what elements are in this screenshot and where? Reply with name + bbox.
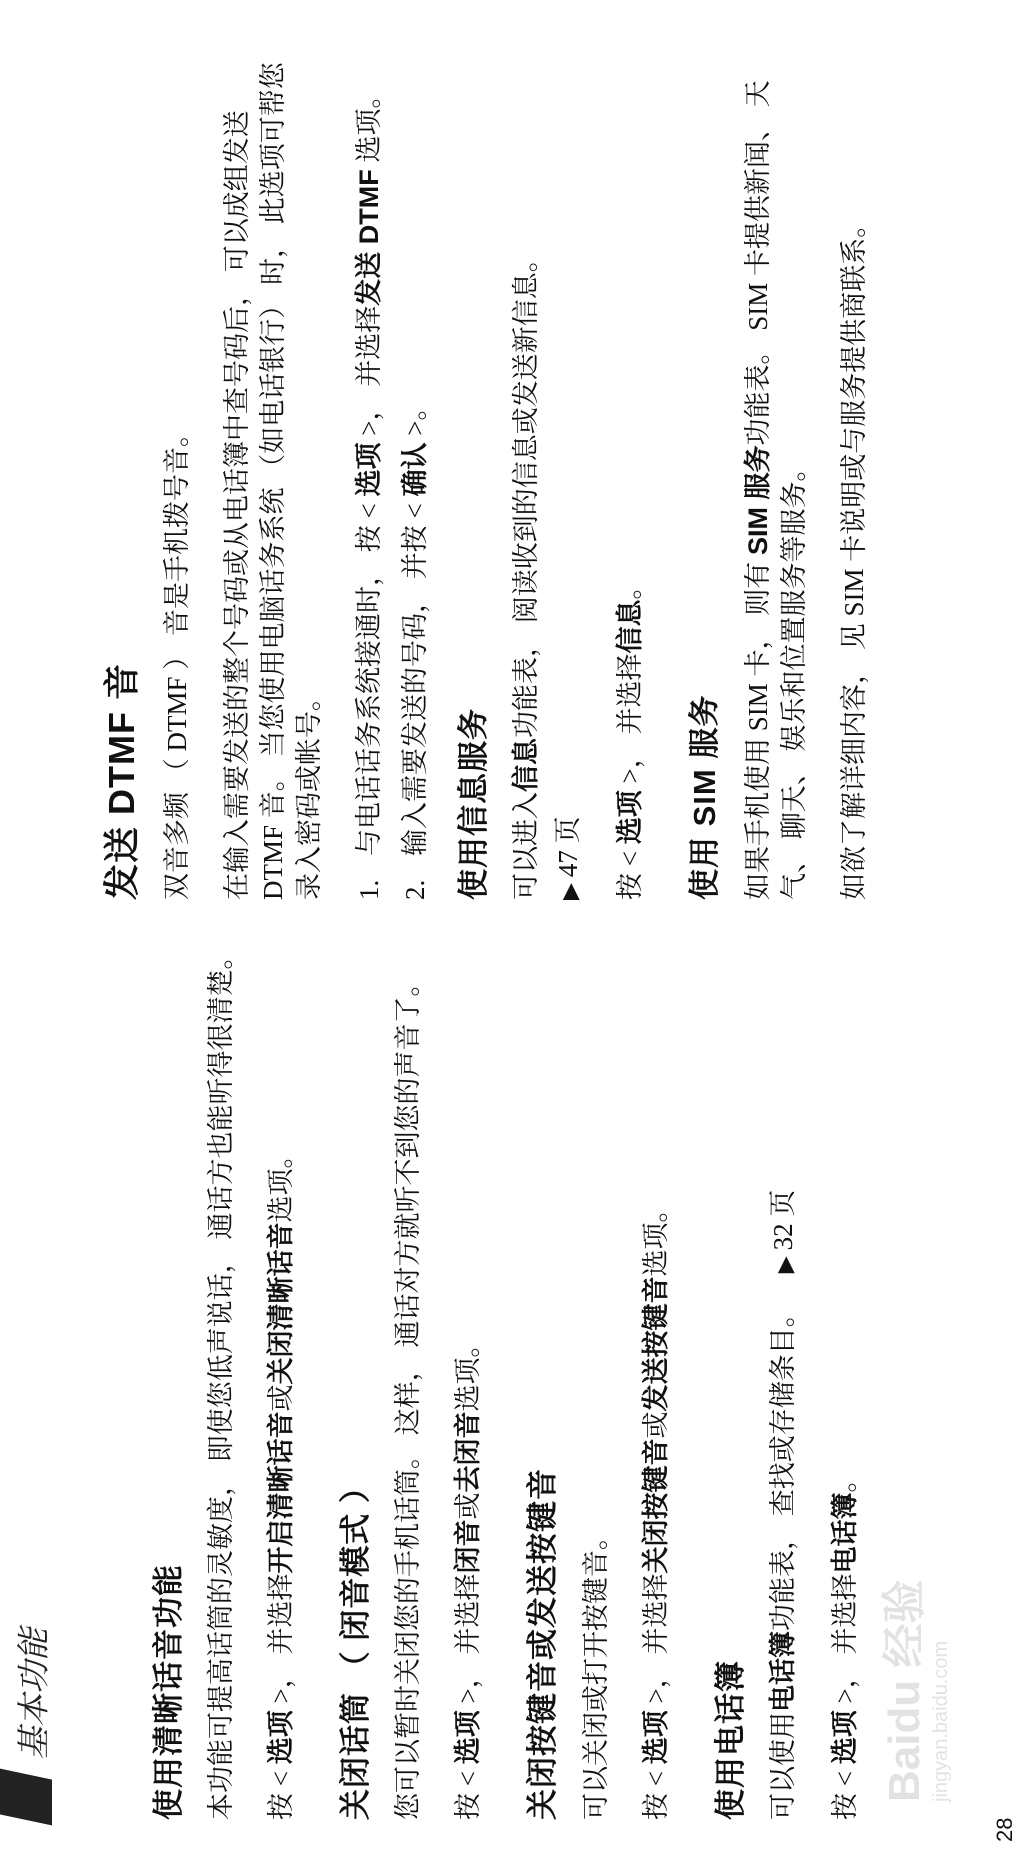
text-run: 按 < (453, 1764, 484, 1820)
paragraph: 本功能可提高话筒的灵敏度， 即使您低声说话， 通话方也能听得很清楚。 (206, 942, 237, 1820)
heading-sim-services: 使用 SIM 服务 (687, 694, 723, 900)
instruction-paragraph (638, 940, 674, 1820)
section-clear-voice (150, 940, 299, 1820)
paragraph: 双音多频 （ DTMF ） 音是手机拨号音。 (162, 419, 193, 900)
heading-key-tones: 关闭按键音或发送按键音 (525, 1468, 561, 1820)
menu-term: 关闭清晰话音 (266, 1222, 297, 1385)
text-run: 选项。 (354, 81, 385, 170)
section-mute (337, 940, 486, 1820)
text-run: 如果手机使用 SIM 卡， 则有 (742, 554, 773, 900)
text-run: 可以进入 (511, 792, 542, 900)
heading-dtmf: 发送 DTMF 音 (101, 663, 142, 900)
step-number: 1. (354, 879, 385, 900)
list-item (397, 40, 433, 900)
paragraph (740, 40, 812, 900)
text-run: 或 (266, 1384, 297, 1412)
page-number: 28 (992, 1817, 1017, 1842)
menu-term-options: 选项 (453, 1710, 484, 1765)
text-run: >， 并选择 (266, 1573, 297, 1711)
heading-mute: 关闭话筒 （ 闭音模式 ） (338, 1471, 374, 1820)
instruction-paragraph (450, 940, 486, 1820)
text-run: >， 并选择 (829, 1573, 860, 1711)
text-run: 可以使用 (767, 1712, 798, 1820)
menu-term: 发送 DTMF (354, 169, 385, 306)
heading-clear-voice: 使用清晰话音功能 (151, 1564, 186, 1820)
section-key-tones (524, 940, 673, 1820)
paragraph: 如欲了解详细内容， 见 SIM 卡说明或与服务提供商联系。 (838, 210, 869, 900)
page-reference-arrow-icon: ▶ (771, 1256, 797, 1274)
menu-term: SIM 服务 (742, 445, 773, 555)
menu-term: 发送按键音 (640, 1276, 671, 1412)
paragraph: 您可以暂时关闭您的手机话筒。 这样， 通话对方就听不到您的声音了。 (393, 969, 424, 1820)
text-run: 选项。 (266, 1141, 297, 1223)
text-run: 选项。 (453, 1330, 484, 1412)
menu-term: 电话簿 (767, 1631, 798, 1712)
text-run: >， 并选择 (615, 653, 646, 791)
watermark-logo: Baidu 经验 (880, 1579, 929, 1802)
text-run: 。 (615, 572, 646, 600)
text-run: >。 (400, 393, 431, 443)
list-item (351, 40, 387, 900)
text-run: 按 < (615, 844, 646, 900)
text-run: 或 (453, 1492, 484, 1520)
page-reference: 32 页 (767, 1189, 798, 1251)
menu-term: 电话簿 (829, 1492, 860, 1574)
text-run: 输入需要发送的号码， 并按 < (400, 496, 431, 856)
text-run: >， 并选择 (453, 1573, 484, 1711)
right-column (100, 40, 896, 900)
text-run: 与电话话务系统接通时， 按 < (354, 496, 385, 856)
baidu-watermark (880, 1562, 1010, 1802)
text-run: 选项。 (640, 1195, 671, 1277)
page-reference-line (550, 40, 588, 900)
menu-term-options: 选项 (354, 442, 385, 497)
section-phonebook (712, 940, 863, 1820)
step-text (397, 394, 433, 856)
menu-term: 闭音 (453, 1519, 484, 1574)
heading-phonebook: 使用电话簿 (712, 1660, 748, 1820)
left-column (150, 940, 887, 1820)
menu-term-options: 选项 (829, 1710, 860, 1765)
menu-term: 信息 (615, 599, 646, 654)
text-run: >， 并选择 (640, 1573, 671, 1711)
menu-term-options: 选项 (615, 790, 646, 845)
paragraph: 在输入需要发送的整个号码或从电话簿中查号码后， 可以成组发送 DTMF 音。 当您使用电脑话务系统 （如电话银行） 时， 此选项可帮您录入密码或帐号。 (222, 62, 325, 900)
text-run: >， 并选择 (354, 305, 385, 443)
section-dtmf (100, 40, 433, 900)
paragraph (508, 40, 544, 900)
step-number: 2. (400, 879, 431, 900)
instruction-paragraph (827, 940, 863, 1820)
menu-term-confirm: 确认 (400, 442, 431, 497)
text-run: 按 < (640, 1764, 671, 1820)
menu-term-options: 选项 (266, 1710, 297, 1765)
text-run: 功能表， 阅读收到的信息或发送新信息。 (511, 245, 542, 738)
section-sim-services (686, 40, 871, 900)
text-run: 按 < (829, 1764, 860, 1820)
paragraph (765, 940, 803, 1820)
text-run: 按 < (266, 1764, 297, 1820)
watermark-url: jingyan.baidu.com (930, 1640, 952, 1802)
text-run: 功能表， 查找或存储条目。 (767, 1300, 798, 1631)
section-messages (455, 40, 648, 900)
instruction-paragraph (263, 940, 299, 1820)
section-tab-mark (0, 1768, 52, 1825)
text-run: 。 (829, 1465, 860, 1493)
menu-term: 信息 (511, 738, 542, 792)
text-run: 功能表。 SIM 卡提供新闻、 天气、 聊天、 娱乐和位置服务等服务。 (742, 80, 809, 900)
paragraph: 可以关闭或打开按键音。 (580, 1523, 611, 1820)
menu-term: 开启清晰话音 (266, 1411, 297, 1574)
instruction-paragraph (612, 40, 648, 900)
text-run: 或 (640, 1411, 671, 1439)
step-text (351, 82, 387, 856)
heading-messages: 使用信息服务 (456, 708, 492, 900)
menu-term: 去闭音 (453, 1411, 484, 1493)
menu-term: 关闭按键音 (640, 1438, 671, 1574)
menu-term-options: 选项 (640, 1710, 671, 1765)
page-reference-arrow-icon: ▶ (557, 883, 583, 900)
section-header: 基本功能 (17, 1628, 53, 1760)
page-reference: 47 页 (553, 816, 584, 878)
numbered-steps (351, 40, 433, 900)
